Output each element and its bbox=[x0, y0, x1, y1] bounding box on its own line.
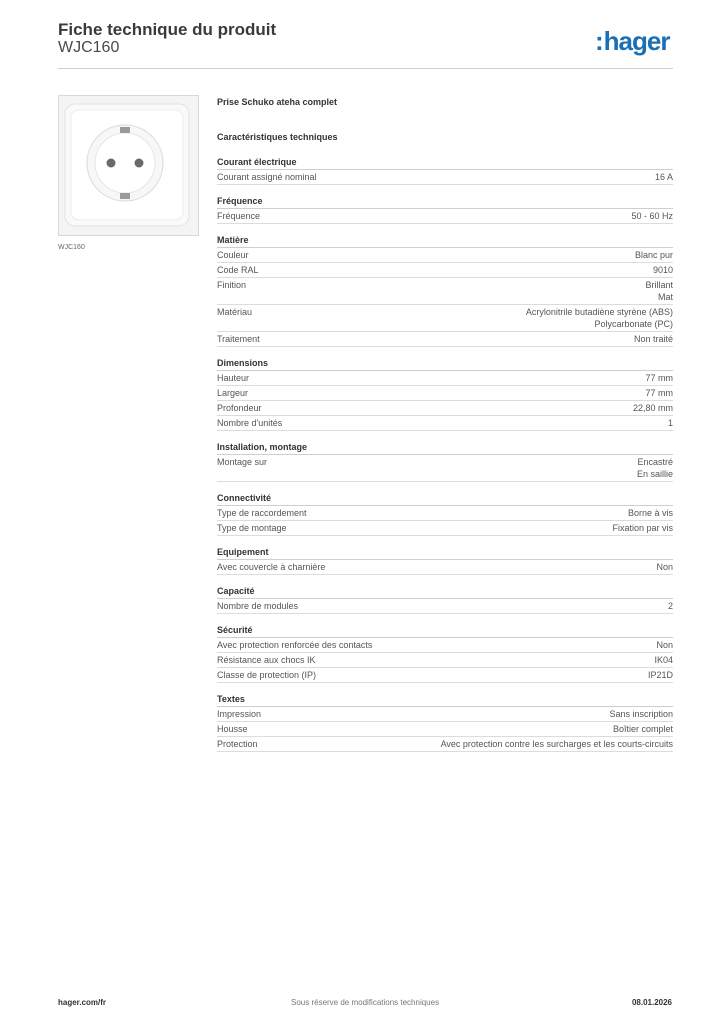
spec-value bbox=[252, 306, 673, 330]
spec-value bbox=[372, 639, 673, 651]
spec-value-line: Blanc pur bbox=[634, 250, 673, 260]
spec-section bbox=[217, 156, 673, 185]
spec-label: Type de raccordement bbox=[217, 508, 307, 518]
spec-row bbox=[217, 455, 673, 482]
spec-value-line: 50 - 60 Hz bbox=[631, 211, 673, 221]
spec-value bbox=[248, 723, 673, 735]
spec-value bbox=[325, 561, 673, 573]
spec-label: Protection bbox=[217, 739, 258, 749]
spec-row bbox=[217, 263, 673, 278]
spec-row bbox=[217, 332, 673, 347]
spec-label: Hauteur bbox=[217, 373, 250, 383]
product-code: WJC160 bbox=[58, 39, 120, 56]
spec-row bbox=[217, 506, 673, 521]
spec-row bbox=[217, 305, 673, 332]
header-divider bbox=[58, 68, 673, 69]
spec-row bbox=[217, 386, 673, 401]
section-title: Connectivité bbox=[217, 492, 673, 506]
spec-value-line: 16 A bbox=[654, 172, 673, 182]
page-title: Fiche technique du produit bbox=[58, 20, 277, 39]
spec-value-line: Sans inscription bbox=[609, 709, 673, 719]
spec-section bbox=[217, 441, 673, 482]
spec-value bbox=[260, 333, 673, 345]
spec-value-line: 1 bbox=[667, 418, 673, 428]
spec-value bbox=[258, 738, 673, 750]
spec-value-line: Non bbox=[656, 640, 673, 650]
spec-value-line: Mat bbox=[657, 292, 673, 302]
spec-row bbox=[217, 707, 673, 722]
spec-value-line: Borne à vis bbox=[627, 508, 673, 518]
section-title: Capacité bbox=[217, 585, 673, 599]
spec-row bbox=[217, 521, 673, 536]
spec-value bbox=[246, 279, 673, 303]
spec-label: Type de montage bbox=[217, 523, 287, 533]
spec-value-line: 9010 bbox=[652, 265, 673, 275]
section-title: Courant électrique bbox=[217, 156, 673, 170]
spec-value bbox=[307, 507, 673, 519]
spec-value bbox=[317, 171, 673, 183]
spec-section bbox=[217, 195, 673, 224]
spec-label: Nombre d'unités bbox=[217, 418, 283, 428]
section-title: Sécurité bbox=[217, 624, 673, 638]
section-title: Dimensions bbox=[217, 357, 673, 371]
spec-value-line: 22,80 mm bbox=[632, 403, 673, 413]
spec-value-line: 2 bbox=[667, 601, 673, 611]
spec-label: Profondeur bbox=[217, 403, 262, 413]
spec-row bbox=[217, 170, 673, 185]
product-image bbox=[58, 95, 199, 236]
footer-website: hager.com/fr bbox=[58, 998, 107, 1007]
spec-row bbox=[217, 599, 673, 614]
spec-label: Traitement bbox=[217, 334, 260, 344]
spec-label: Nombre de modules bbox=[217, 601, 299, 611]
spec-row bbox=[217, 668, 673, 683]
section-title: Fréquence bbox=[217, 195, 673, 209]
spec-value-line: En saillie bbox=[636, 469, 673, 479]
logo-text: hager bbox=[603, 26, 670, 56]
footer-date: 08.01.2026 bbox=[631, 998, 672, 1007]
spec-row bbox=[217, 401, 673, 416]
spec-value-line: 77 mm bbox=[645, 388, 673, 398]
spec-label: Avec protection renforcée des contacts bbox=[217, 640, 373, 650]
spec-label: Code RAL bbox=[217, 265, 259, 275]
product-name: Prise Schuko ateha complet bbox=[217, 97, 338, 107]
spec-value-line: 77 mm bbox=[645, 373, 673, 383]
spec-value-line: Non bbox=[656, 562, 673, 572]
section-title: Matière bbox=[217, 234, 673, 248]
spec-value-line: IK04 bbox=[654, 655, 673, 665]
spec-row bbox=[217, 416, 673, 431]
spec-value bbox=[316, 669, 673, 681]
spec-row bbox=[217, 737, 673, 752]
socket-outlet-icon bbox=[59, 96, 198, 235]
spec-value-line: IP21D bbox=[647, 670, 673, 680]
spec-row bbox=[217, 653, 673, 668]
logo-mark: : bbox=[595, 26, 603, 56]
spec-label: Impression bbox=[217, 709, 262, 719]
spec-row bbox=[217, 560, 673, 575]
spec-row bbox=[217, 248, 673, 263]
spec-value bbox=[287, 522, 673, 534]
specs-heading: Caractéristiques techniques bbox=[217, 132, 338, 142]
spec-value bbox=[259, 264, 673, 276]
spec-label: Housse bbox=[217, 724, 248, 734]
spec-section bbox=[217, 492, 673, 536]
spec-value bbox=[249, 372, 673, 384]
spec-value-line: Polycarbonate (PC) bbox=[594, 319, 673, 329]
spec-label: Montage sur bbox=[217, 457, 268, 467]
spec-section bbox=[217, 693, 673, 752]
spec-label: Finition bbox=[217, 280, 247, 290]
spec-row bbox=[217, 371, 673, 386]
spec-value-line: Avec protection contre les surcharges et les courts-circuits bbox=[440, 739, 673, 749]
spec-section bbox=[217, 357, 673, 431]
hager-logo bbox=[595, 26, 669, 57]
spec-label: Largeur bbox=[217, 388, 249, 398]
section-title: Textes bbox=[217, 693, 673, 707]
section-title: Equipement bbox=[217, 546, 673, 560]
spec-value-line: Fixation par vis bbox=[612, 523, 673, 533]
spec-value-line: Brillant bbox=[645, 280, 673, 290]
spec-value bbox=[282, 417, 673, 429]
spec-row bbox=[217, 209, 673, 224]
spec-value bbox=[298, 600, 673, 612]
spec-label: Classe de protection (IP) bbox=[217, 670, 317, 680]
spec-content bbox=[217, 96, 673, 752]
spec-section bbox=[217, 585, 673, 614]
spec-value bbox=[261, 708, 673, 720]
spec-value bbox=[260, 210, 673, 222]
spec-label: Couleur bbox=[217, 250, 249, 260]
spec-value-line: Boîtier complet bbox=[612, 724, 673, 734]
spec-section bbox=[217, 546, 673, 575]
spec-value-line: Non traité bbox=[633, 334, 673, 344]
spec-value bbox=[249, 249, 673, 261]
footer-disclaimer: Sous réserve de modifications techniques bbox=[291, 998, 440, 1007]
spec-value bbox=[316, 654, 673, 666]
spec-value bbox=[267, 456, 673, 480]
spec-label: Avec couvercle à charnière bbox=[217, 562, 326, 572]
spec-value bbox=[248, 387, 673, 399]
spec-value-line: Encastré bbox=[637, 457, 673, 467]
section-title: Installation, montage bbox=[217, 441, 673, 455]
spec-label: Résistance aux chocs IK bbox=[217, 655, 316, 665]
spec-sections bbox=[217, 156, 673, 752]
spec-label: Fréquence bbox=[217, 211, 261, 221]
spec-label: Matériau bbox=[217, 307, 253, 317]
spec-value bbox=[262, 402, 673, 414]
spec-section bbox=[217, 234, 673, 347]
spec-label: Courant assigné nominal bbox=[217, 172, 317, 182]
spec-section bbox=[217, 624, 673, 683]
spec-value-line: Acrylonitrile butadiène styrène (ABS) bbox=[525, 307, 673, 317]
spec-row bbox=[217, 278, 673, 305]
spec-row bbox=[217, 722, 673, 737]
spec-row bbox=[217, 638, 673, 653]
image-caption: WJC160 bbox=[58, 244, 85, 251]
